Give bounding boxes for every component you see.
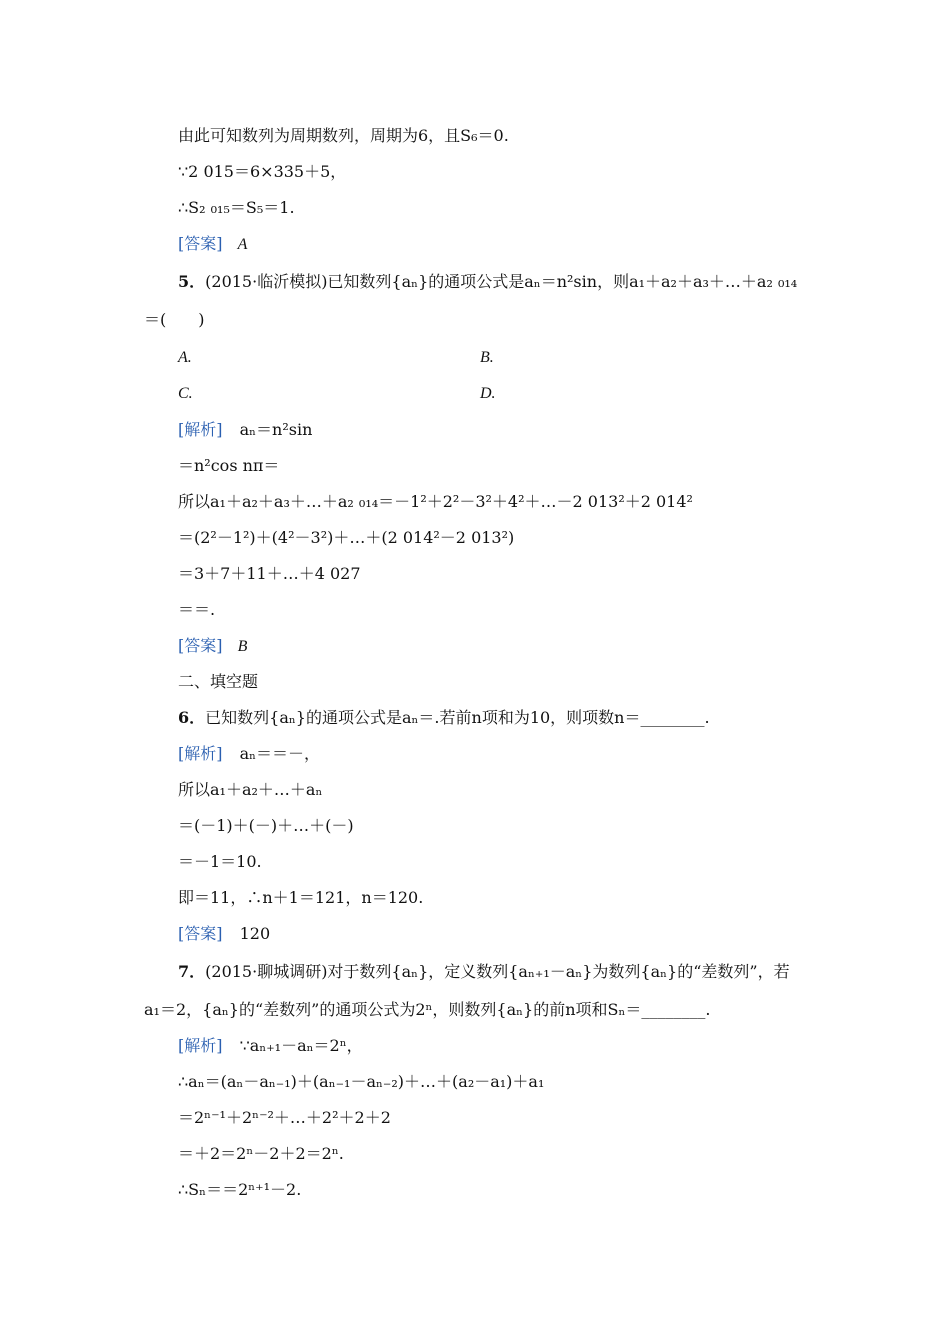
solution-text: ∵aₙ₊₁－aₙ＝2ⁿ， [239,1036,363,1055]
analysis-tag: [解析] [178,420,223,439]
solution-line: ＝(－1)＋(－)＋…＋(－) [178,816,354,835]
answer-line [178,234,247,255]
solution-line: 所以a₁＋a₂＋…＋aₙ [178,780,323,799]
solution-line: ∴Sₙ＝＝2ⁿ⁺¹－2. [178,1180,302,1199]
question-number: 7． [178,962,206,981]
solution-line: 所以a₁＋a₂＋a₃＋…＋a₂ ₀₁₄＝－1²＋2²－3²＋4²＋…－2 013²＋2 014² [178,492,693,511]
analysis-line [178,1036,363,1056]
question-text-cont: ＝( ) [144,310,205,329]
question-number: 5． [178,272,206,291]
answer-tag: [答案] [178,924,223,943]
question-number: 6． [178,708,206,727]
solution-line: 由此可知数列为周期数列，周期为6，且S₆＝0. [178,126,509,145]
solution-line: ＝3＋7＋11＋…＋4 027 [178,564,361,583]
option-d: D. [480,385,496,402]
question-text: (2015·聊城调研)对于数列{aₙ}，定义数列{aₙ₊₁－aₙ}为数列{aₙ}的“差数列”，若 [205,962,790,981]
solution-line: 即＝11，∴n＋1＝121，n＝120. [178,888,424,907]
option-a: A. [178,349,192,366]
section-heading: 二、填空题 [178,672,259,691]
solution-text: aₙ＝n²sin [239,420,313,439]
answer-tag: [答案] [178,234,223,253]
question-text: 已知数列{aₙ}的通项公式是aₙ＝.若前n项和为10，则项数n＝________. [205,708,710,727]
analysis-line [178,420,312,440]
answer-value: 120 [239,924,271,943]
solution-line: ∵2 015＝6×335＋5， [178,162,347,181]
solution-line: ∴aₙ＝(aₙ－aₙ₋₁)＋(aₙ₋₁－aₙ₋₂)＋…＋(a₂－a₁)＋a₁ [178,1072,545,1091]
analysis-tag: [解析] [178,744,223,763]
question-text: (2015·临沂模拟)已知数列{aₙ}的通项公式是aₙ＝n²sin，则a₁＋a₂＋a₃＋…＋a₂ ₀₁₄ [205,272,798,291]
solution-line: ＝－1＝10. [178,852,262,871]
answer-line [178,636,247,657]
solution-line: ＝＝. [178,600,216,619]
solution-text: aₙ＝＝－， [239,744,321,763]
answer-line [178,924,270,944]
solution-line: ∴S₂ ₀₁₅＝S₅＝1. [178,198,295,217]
solution-line: ＝2ⁿ⁻¹＋2ⁿ⁻²＋…＋2²＋2＋2 [178,1108,391,1127]
solution-line: ＝(2²－1²)＋(4²－3²)＋…＋(2 014²－2 013²) [178,528,515,547]
option-c: C. [178,385,193,402]
answer-value: A [237,236,248,253]
analysis-tag: [解析] [178,1036,223,1055]
question-5 [178,272,797,292]
solution-line: ＝n²cos nπ＝ [178,456,280,475]
answer-tag: [答案] [178,636,223,655]
question-text-cont: a₁＝2，{aₙ}的“差数列”的通项公式为2ⁿ，则数列{aₙ}的前n项和Sₙ＝________. [144,1000,711,1019]
question-6 [178,708,710,728]
option-b: B. [480,349,494,366]
question-7 [178,962,790,982]
analysis-line [178,744,320,764]
answer-value: B [237,638,248,655]
solution-line: ＝＋2＝2ⁿ－2＋2＝2ⁿ. [178,1144,344,1163]
